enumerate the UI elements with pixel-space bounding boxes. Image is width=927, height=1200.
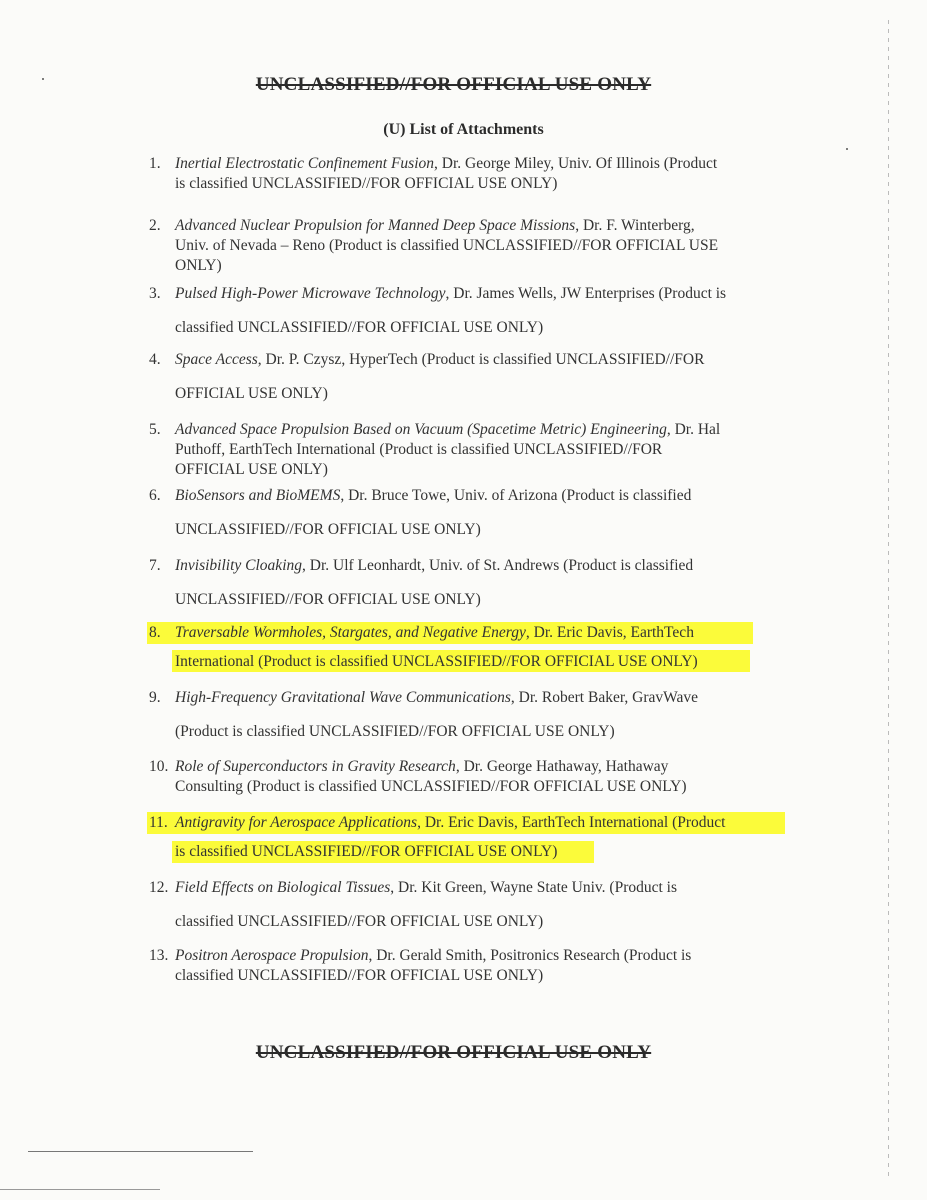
item-number: 4. [149,351,161,368]
item-number: 1. [149,155,161,172]
item-number: 10. [149,758,169,775]
item-number: 13. [149,947,169,964]
item-title: BioSensors and BioMEMS [175,487,341,504]
footer-rule [0,1189,160,1190]
item-number: 12. [149,879,169,896]
item-number: 5. [149,421,161,438]
item-title: Antigravity for Aerospace Applications [175,814,418,831]
item-title: Role of Superconductors in Gravity Research [175,758,456,775]
scan-speck [846,148,848,150]
list-title: (U) List of Attachments [383,121,544,138]
item-title: Field Effects on Biological Tissues [175,879,391,896]
header-classification-marking: UNCLASSIFIED//FOR OFFICIAL USE ONLY [255,74,652,95]
item-number: 3. [149,285,161,302]
item-title: Positron Aerospace Propulsion [175,947,369,964]
item-number: 2. [149,217,161,234]
footer-rule [28,1151,253,1152]
item-title: Advanced Nuclear Propulsion for Manned Deep Space Missions [175,217,576,234]
item-title: High-Frequency Gravitational Wave Communications [175,689,511,706]
item-number: 6. [149,487,161,504]
item-title: Traversable Wormholes, Stargates, and Negative Energy [175,624,526,641]
item-number: 7. [149,557,161,574]
item-number: 8. [149,624,161,641]
item-title: Space Access [175,351,258,368]
document-page: UNCLASSIFIED//FOR OFFICIAL USE ONLY (U) List of Attachments 1. Inertial Electrostatic Confinement Fusion, Dr. George Miley, Univ. Of Illinois (Product is classified UNCLASSIFIED//FOR OFFICIAL USE ONLY) 2. Advanced Nuclear Propulsion for Manned Deep Space Missions, Dr. F. Winterberg, Univ. of Nevada – Reno (Product is classified UNCLASSIFIED//FOR OFFICIAL USE ONLY) 3. Pulsed High-Power Microwave Technology, Dr. James Wells, JW Enterprises (Product is classified UNCLASSIFIED//FOR OFFICIAL USE ONLY) 4. Space Access, Dr. P. Czysz, HyperTech (Product is classified UNCLASSIFIED//FOR OFFICIAL USE ONLY) 5. Advanced Space Propulsion Based on Vacuum (Spacetime Metric) Engineering, Dr. Hal Puthoff, EarthTech International (Product is classified UNCLASSIFIED//FOR OFFICIAL USE ONLY) 6. BioSensors and BioMEMS, Dr. Bruce Towe, Univ. of Arizona (Product is classified UNCLASSIFIED//FOR OFFICIAL USE ONLY) 7. Invisibility Cloaking, Dr. Ulf Leonhardt, Univ. of St. Andrews (Product is classified UNCLASSIFIED//FOR OFFICIAL USE ONLY) 8. Traversable Wormholes, Stargates, and Negative Energy, Dr. Eric Davis, EarthTech International (Product is classified UNCLASSIFIED//FOR OFFICIAL USE ONLY) 9. High-Frequency Gravitational Wave Communications, Dr. Robert Baker, GravWave (Product is classified UNCLASSIFIED//FOR OFFICIAL USE ONLY) 10. Role of Superconductors in Gravity Research, Dr. George Hathaway, Hathaway Consulting (Product is classified UNCLASSIFIED//FOR OFFICIAL USE ONLY) 11. Antigravity for Aerospace Applications, Dr. Eric Davis, EarthTech International (Product is classified UNCLASSIFIED//FOR OFFICIAL USE ONLY) 12. Field Effects on Biological Tissues, Dr. Kit Green, Wayne State Univ. (Product is classified UNCLASSIFIED//FOR OFFICIAL USE ONLY) 13. Positron Aerospace Propulsion, Dr. Gerald Smith, Positronics Research (Product is classified UNCLASSIFIED//FOR OFFICIAL USE ONLY) UNCLASSIFIED//FOR OFFICIAL USE ONLY [0,0,927,1200]
item-title: Pulsed High-Power Microwave Technology [175,285,446,302]
scan-edge-line [888,20,889,1180]
item-title: Inertial Electrostatic Confinement Fusion [175,155,435,172]
item-number: 11. [149,814,168,831]
item-number: 9. [149,689,161,706]
footer-classification-marking: UNCLASSIFIED//FOR OFFICIAL USE ONLY [255,1042,652,1063]
item-title: Invisibility Cloaking [175,557,302,574]
item-title: Advanced Space Propulsion Based on Vacuum (Spacetime Metric) Engineering [175,421,667,438]
